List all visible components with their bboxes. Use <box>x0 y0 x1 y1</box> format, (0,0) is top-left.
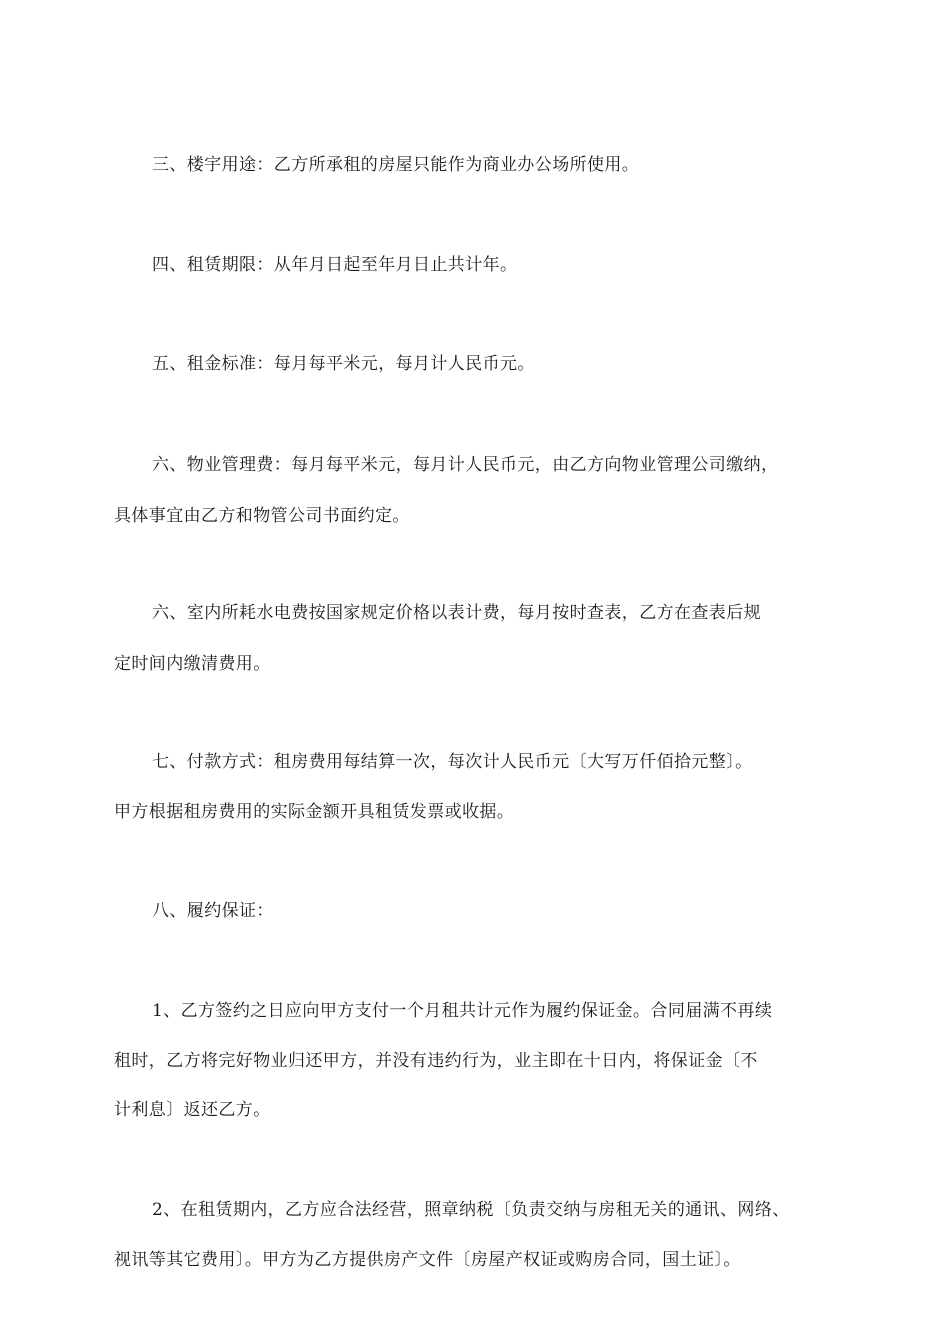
clause-8-item-1-line-1: 1、乙方签约之日应向甲方支付一个月租共计元作为履约保证金。合同届满不再续 <box>152 1001 773 1021</box>
clause-3-building-use: 三、楼宇用途：乙方所承租的房屋只能作为商业办公场所使用。 <box>152 155 640 175</box>
clause-8-item-2-line-1: 2、在租赁期内，乙方应合法经营，照章纳税〔负责交纳与房租无关的通讯、网络、 <box>152 1200 790 1220</box>
clause-6-utilities-line-2: 定时间内缴清费用。 <box>114 654 271 674</box>
clause-8-heading: 八、履约保证： <box>152 901 274 921</box>
clause-7-payment-line-1: 七、付款方式：租房费用每结算一次，每次计人民币元〔大写万仟佰拾元整〕。 <box>152 752 753 772</box>
clause-6-utilities-line-1: 六、室内所耗水电费按国家规定价格以表计费，每月按时查表，乙方在查表后规 <box>152 603 761 623</box>
clause-8-item-1-line-3: 计利息〕返还乙方。 <box>114 1100 271 1120</box>
clause-4-lease-term: 四、租赁期限：从年月日起至年月日止共计年。 <box>152 255 518 275</box>
clause-8-item-2-line-2: 视讯等其它费用〕。甲方为乙方提供房产文件〔房屋产权证或购房合同，国土证〕。 <box>114 1250 741 1270</box>
clause-6-property-fee-line-2: 具体事宜由乙方和物管公司书面约定。 <box>114 506 410 526</box>
clause-5-rent-standard: 五、租金标准：每月每平米元，每月计人民币元。 <box>152 354 535 374</box>
clause-7-payment-line-2: 甲方根据租房费用的实际金额开具租赁发票或收据。 <box>114 802 515 822</box>
clause-8-item-1-line-2: 租时，乙方将完好物业归还甲方，并没有违约行为，业主即在十日内，将保证金〔不 <box>114 1051 758 1071</box>
clause-6-property-fee-line-1: 六、物业管理费：每月每平米元，每月计人民币元，由乙方向物业管理公司缴纳， <box>152 455 779 475</box>
